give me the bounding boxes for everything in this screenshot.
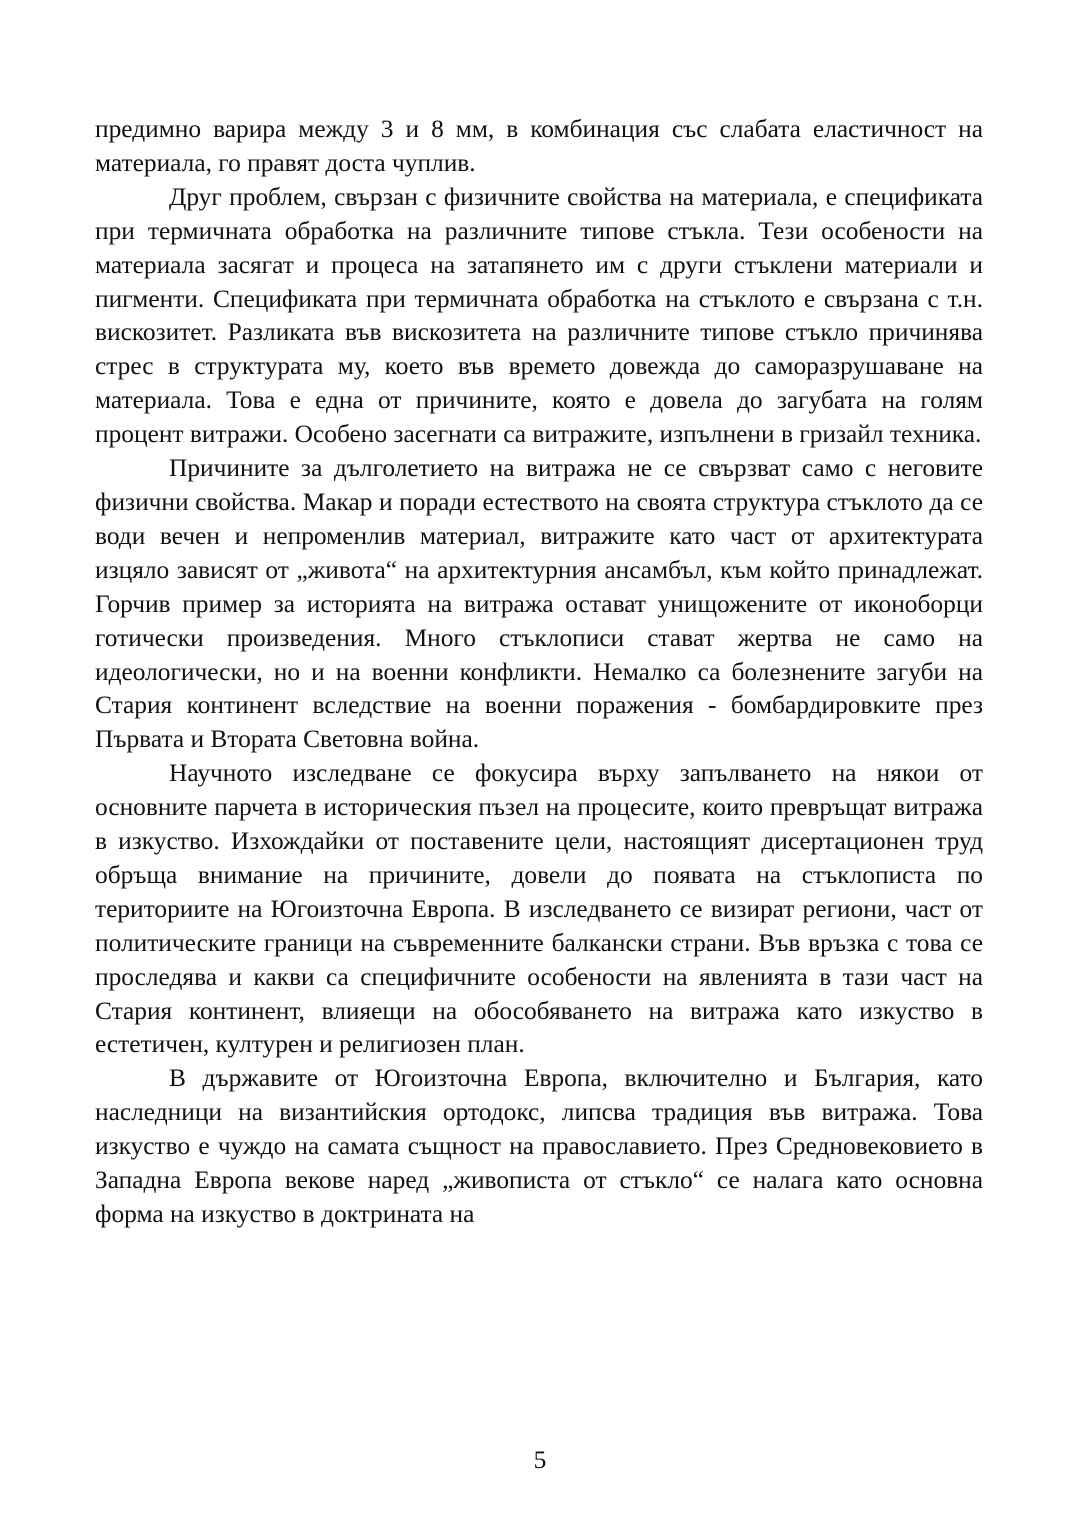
document-body	[95, 113, 983, 1232]
paragraph-continuation: предимно варира между 3 и 8 мм, в комбинация със слабата еластичност на материала, го правят доста чуплив.	[95, 115, 983, 177]
paragraph-longevity: Причините за дълголетието на витража не се свързват само с неговите физични свойства. Макар и поради естеството на своята структура стъклото да се води вечен и непроменлив материал, витражите като част от архитектурата изцяло зависят от „живота“ на архитектурния ансамбъл, към който принадлежат. Горчив пример за историята на витража остават унищожените от иконоборци готически произведения. Много стъклописи стават жертва не само на идеологически, но и на военни конфликти. Немалко са болезнените загуби на Стария континент вследствие на военни поражения - бомбардировките през Първата и Втората Световна война.	[95, 454, 983, 754]
paragraph-southeast-europe: В държавите от Югоизточна Европа, включително и България, като наследници на византийския ортодокс, липсва традиция във витража. Това изкуство е чуждо на самата същност на православието. През Средновековието в Западна Европа векове наред „живописта от стъкло“ се налага като основна форма на изкуство в доктрината на	[95, 1064, 983, 1228]
paragraph-physical-properties: Друг проблем, свързан с физичните свойства на материала, е спецификата при термичната обработка на различните типове стъкла. Тези особености на материала засягат и процеса на затапянето им с други стъклени материали и пигменти. Спецификата при термичната обработка на стъклото е свързана с т.н. вискозитет. Разликата във вискозитета на различните типове стъкло причинява стрес в структурата му, което във времето довежда до саморазрушаване на материала. Това е една от причините, която е довела до загубата на голям процент витражи. Особено засегнати са витражите, изпълнени в гризайл техника.	[95, 182, 983, 449]
paragraph-research-focus: Научното изследване се фокусира върху запълването на някои от основните парчета в историческия пъзел на процесите, които превръщат витража в изкуство. Изхождайки от поставените цели, настоящият дисертационен труд обръща внимание на причините, довели до появата на стъклописта по териториите на Югоизточна Европа. В изследването се визират региони, част от политическите граници на съвременните балкански страни. Във връзка с това се проследява и какви са специфичните особености на явленията в тази част на Стария континент, влияещи на обособяването на витража като изкуство в естетичен, културен и религиозен план.	[95, 759, 983, 1059]
page-number: 5	[533, 1446, 547, 1474]
